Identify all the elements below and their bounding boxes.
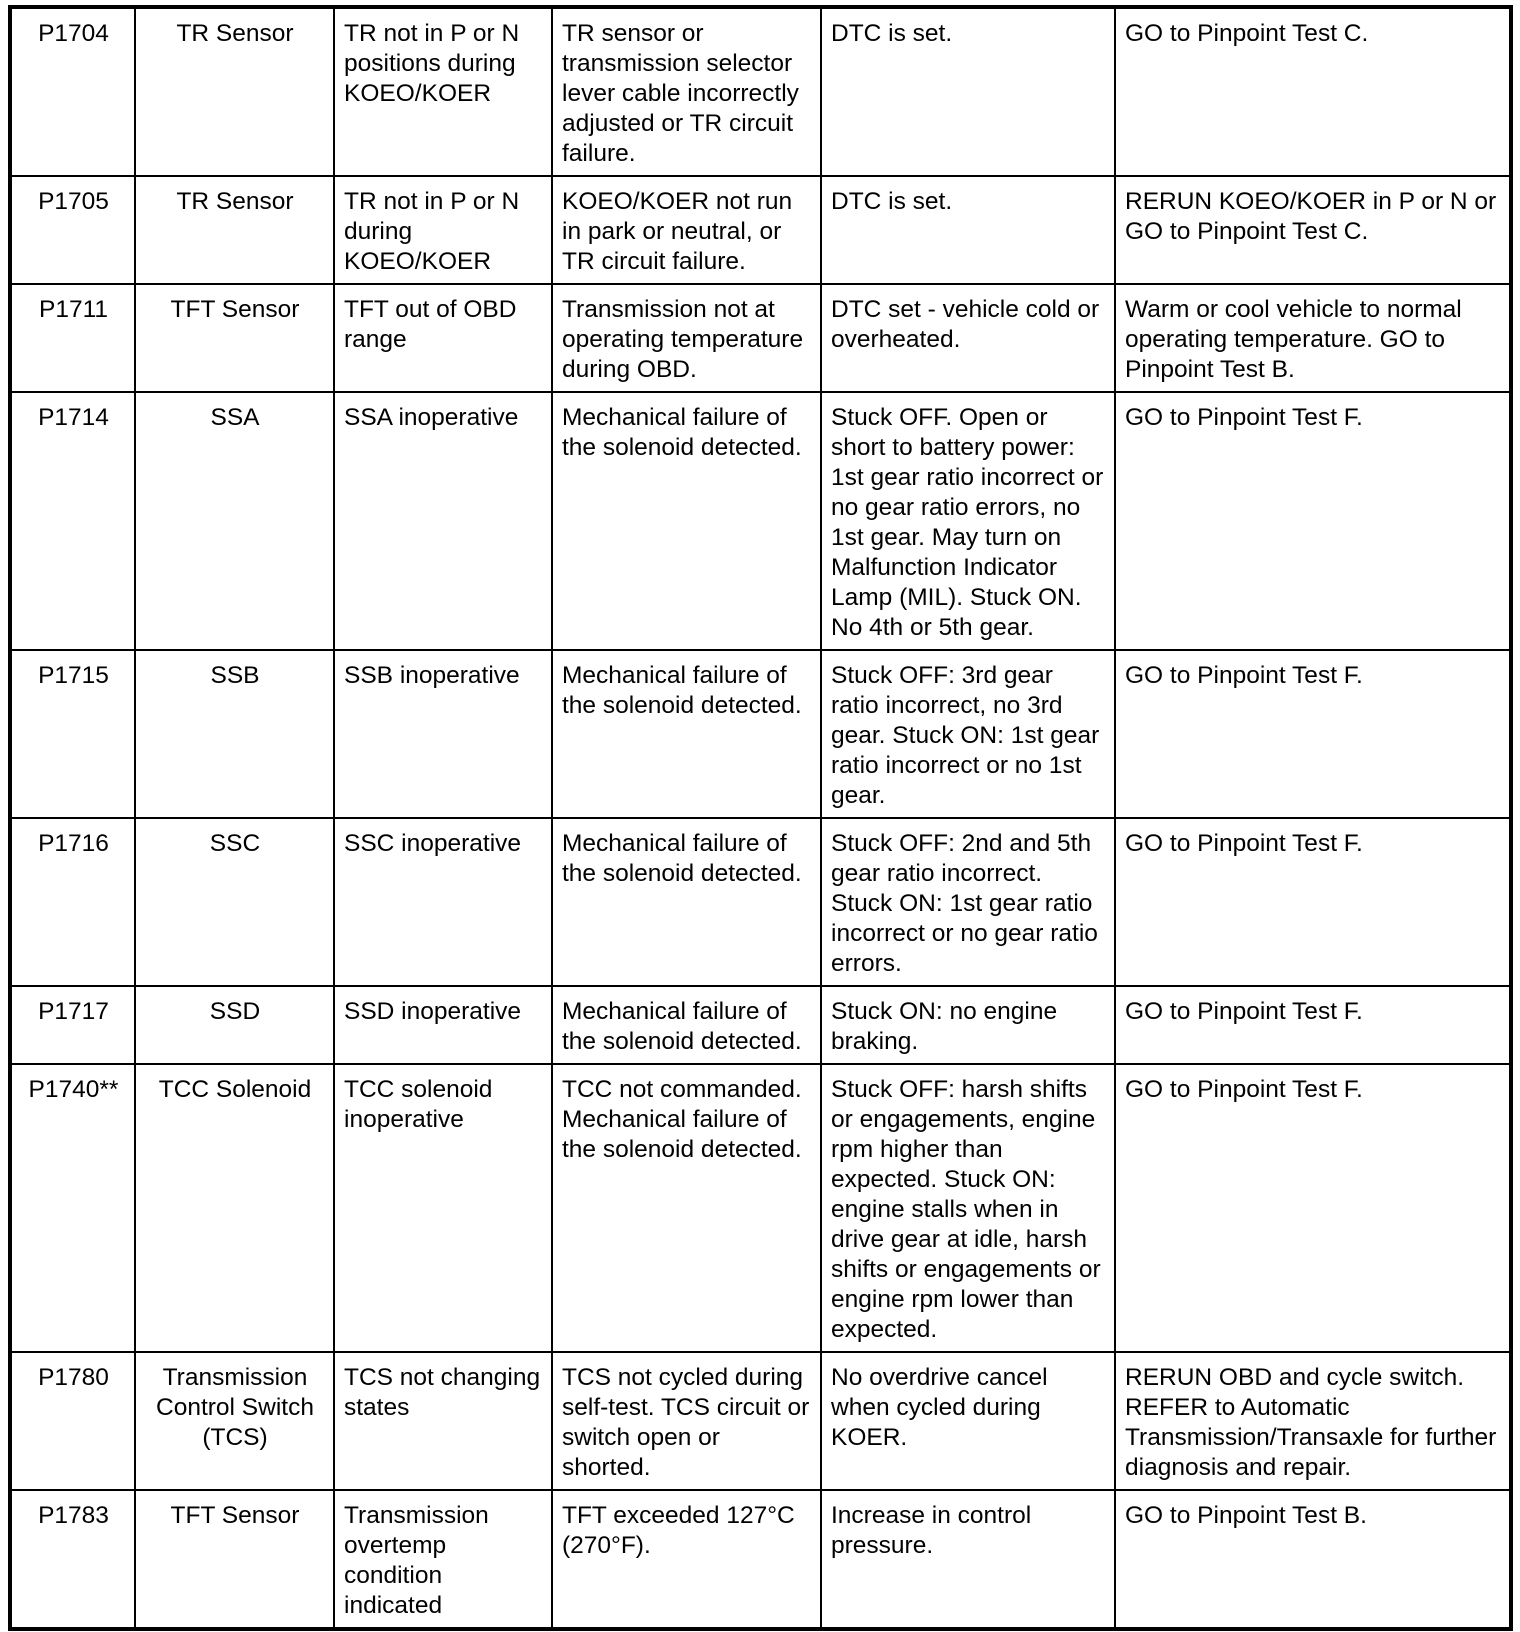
dtc-code: P1704 [10,7,135,176]
table-row [10,1352,1511,1490]
condition: KOEO/KOER not run in park or neutral, or TR circuit failure. [552,176,821,284]
dtc-code: P1783 [10,1490,135,1629]
condition: Mechanical failure of the solenoid detected. [552,392,821,650]
symptom: Stuck OFF. Open or short to battery power: 1st gear ratio incorrect or no gear ratio errors, no 1st gear. May turn on Malfunction Indicator Lamp (MIL). Stuck ON. No 4th or 5th gear. [821,392,1115,650]
condition: Mechanical failure of the solenoid detected. [552,986,821,1064]
table-row [10,284,1511,392]
component: SSC [135,818,334,986]
condition: TCS not cycled during self-test. TCS circuit or switch open or shorted. [552,1352,821,1490]
description: TCS not changing states [334,1352,552,1490]
symptom: DTC set - vehicle cold or overheated. [821,284,1115,392]
description: SSB inoperative [334,650,552,818]
table-row [10,1490,1511,1629]
component: TCC Solenoid [135,1064,334,1352]
description: Transmission overtemp condition indicated [334,1490,552,1629]
component: TR Sensor [135,7,334,176]
dtc-code: P1716 [10,818,135,986]
description: TCC solenoid inoperative [334,1064,552,1352]
dtc-code: P1780 [10,1352,135,1490]
action: GO to Pinpoint Test F. [1115,986,1511,1064]
action: GO to Pinpoint Test F. [1115,392,1511,650]
condition: TFT exceeded 127°C (270°F). [552,1490,821,1629]
description: TFT out of OBD range [334,284,552,392]
document-page [8,5,1509,1631]
description: SSA inoperative [334,392,552,650]
symptom: No overdrive cancel when cycled during KOER. [821,1352,1115,1490]
action: Warm or cool vehicle to normal operating temperature. GO to Pinpoint Test B. [1115,284,1511,392]
dtc-code: P1711 [10,284,135,392]
table-row [10,650,1511,818]
symptom: Increase in control pressure. [821,1490,1115,1629]
table-row [10,1064,1511,1352]
component: SSD [135,986,334,1064]
dtc-code: P1717 [10,986,135,1064]
symptom: Stuck OFF: harsh shifts or engagements, engine rpm higher than expected. Stuck ON: engine stalls when in drive gear at idle, harsh shifts or engagements or engine rpm lower than expected. [821,1064,1115,1352]
action: RERUN KOEO/KOER in P or N or GO to Pinpoint Test C. [1115,176,1511,284]
dtc-code: P1740** [10,1064,135,1352]
dtc-code: P1705 [10,176,135,284]
description: TR not in P or N positions during KOEO/KOER [334,7,552,176]
description: SSC inoperative [334,818,552,986]
table-row [10,7,1511,176]
symptom: Stuck OFF: 3rd gear ratio incorrect, no 3rd gear. Stuck ON: 1st gear ratio incorrect or no 1st gear. [821,650,1115,818]
action: GO to Pinpoint Test F. [1115,1064,1511,1352]
table-row [10,392,1511,650]
component: TFT Sensor [135,1490,334,1629]
action: RERUN OBD and cycle switch. REFER to Automatic Transmission/Transaxle for further diagnosis and repair. [1115,1352,1511,1490]
condition: Transmission not at operating temperature during OBD. [552,284,821,392]
table-row [10,818,1511,986]
component: Transmission Control Switch (TCS) [135,1352,334,1490]
symptom: DTC is set. [821,176,1115,284]
description: TR not in P or N during KOEO/KOER [334,176,552,284]
dtc-table [8,5,1513,1631]
action: GO to Pinpoint Test F. [1115,650,1511,818]
condition: Mechanical failure of the solenoid detected. [552,650,821,818]
dtc-code: P1715 [10,650,135,818]
condition: Mechanical failure of the solenoid detected. [552,818,821,986]
action: GO to Pinpoint Test F. [1115,818,1511,986]
symptom: Stuck ON: no engine braking. [821,986,1115,1064]
action: GO to Pinpoint Test C. [1115,7,1511,176]
symptom: DTC is set. [821,7,1115,176]
table-row [10,176,1511,284]
component: TR Sensor [135,176,334,284]
component: SSA [135,392,334,650]
condition: TCC not commanded. Mechanical failure of the solenoid detected. [552,1064,821,1352]
condition: TR sensor or transmission selector lever cable incorrectly adjusted or TR circuit failure. [552,7,821,176]
component: SSB [135,650,334,818]
symptom: Stuck OFF: 2nd and 5th gear ratio incorrect. Stuck ON: 1st gear ratio incorrect or no gear ratio errors. [821,818,1115,986]
description: SSD inoperative [334,986,552,1064]
component: TFT Sensor [135,284,334,392]
table-row [10,986,1511,1064]
dtc-code: P1714 [10,392,135,650]
action: GO to Pinpoint Test B. [1115,1490,1511,1629]
